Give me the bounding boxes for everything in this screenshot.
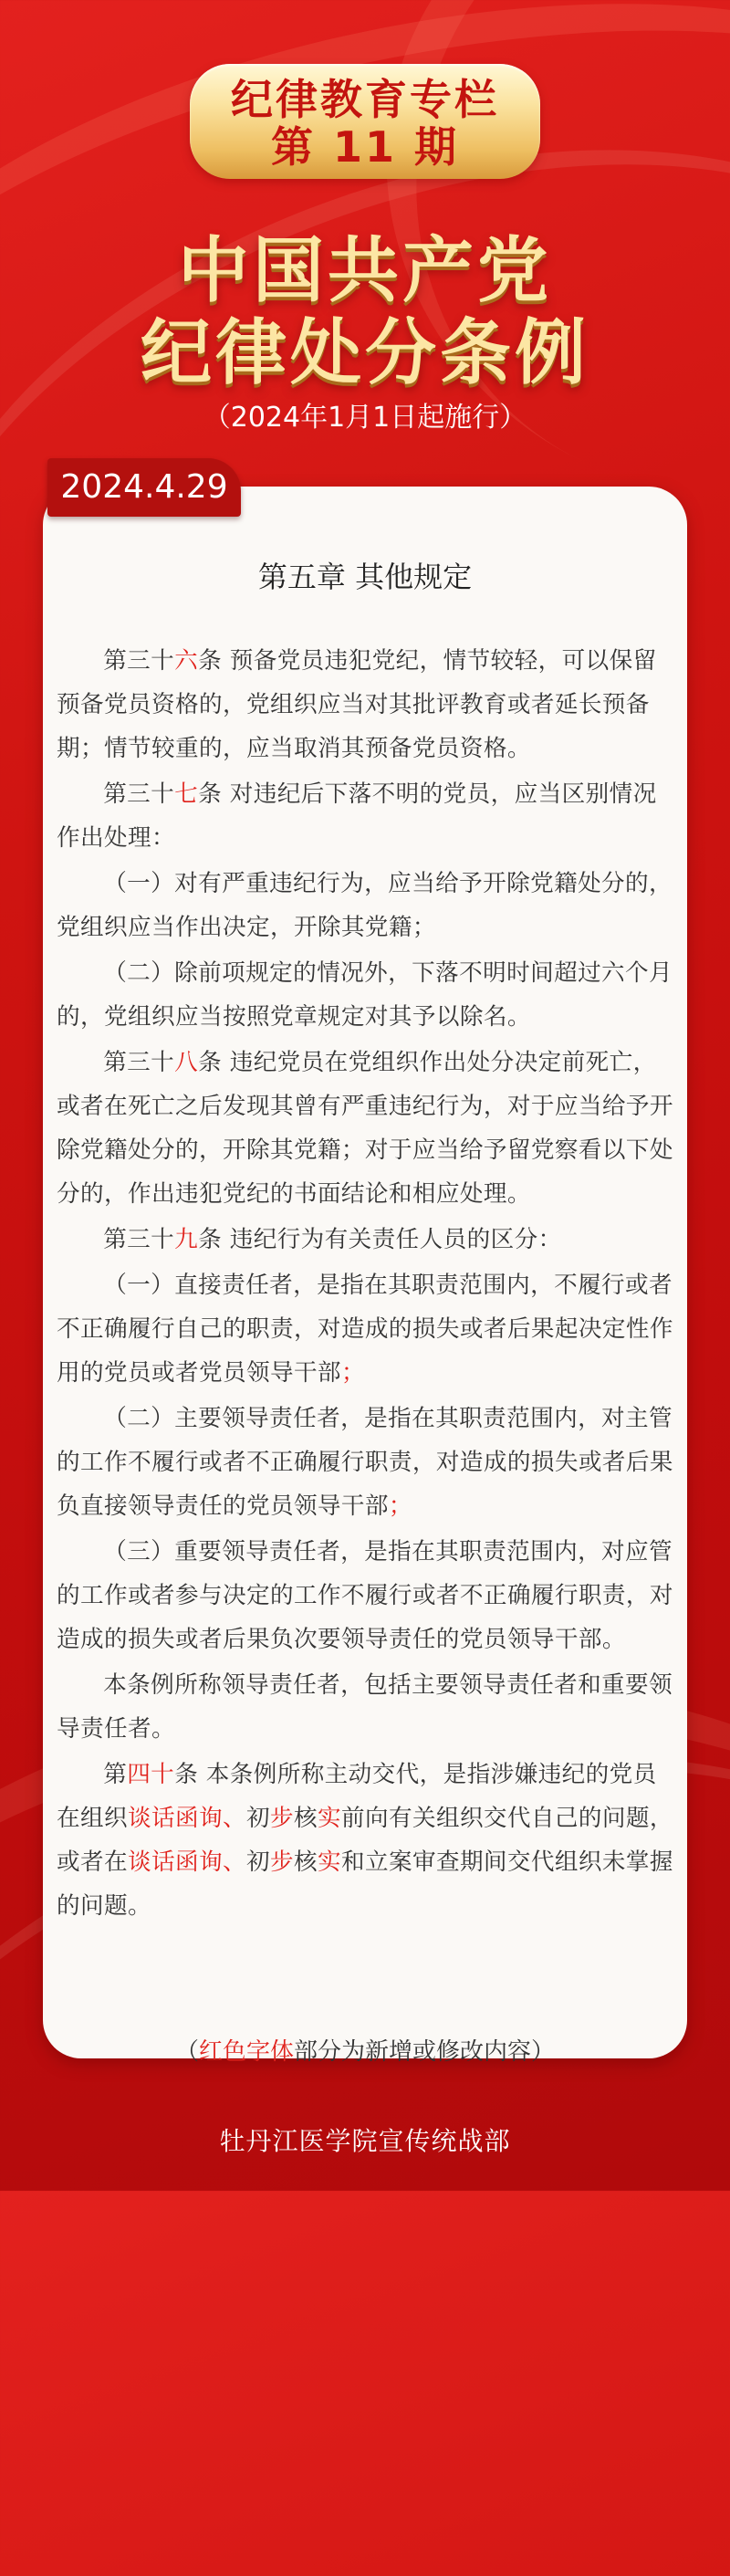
badge-column-name: 纪律教育专栏	[231, 75, 499, 124]
date-tab	[47, 458, 241, 517]
badge-issue-number: 第 11 期	[270, 122, 460, 172]
footer-department: 牡丹江医学院宣传统战部	[219, 2126, 511, 2156]
effective-date-subtitle: （2024年1月1日起施行）	[203, 402, 527, 434]
main-title-line2: 纪律处分条例	[140, 312, 589, 394]
revised-text: 实	[317, 1805, 341, 1832]
main-title-line1: 中国共产党	[177, 230, 552, 312]
revised-text: 八	[174, 1049, 199, 1076]
article-39-item-3: （三）重要领导责任者，是指在其职责范围内，对应管的工作或者参与决定的工作不履行或者不正确履行职责，对造成的损失或者后果负次要领导责任的党员领导干部。	[57, 1538, 673, 1653]
revised-text: 六	[174, 647, 199, 675]
revision-note-highlight: 红色字体	[198, 2038, 294, 2066]
article-36: 第三十六条 预备党员违犯党纪，情节较轻，可以保留预备党员资格的，党组织应当对其批评教育或者延长预备期；情节较重的，应当取消其预备党员资格。	[57, 647, 657, 762]
revised-text: 步	[269, 1848, 294, 1876]
revised-text: 七	[174, 780, 199, 808]
article-37: 第三十七条 对违纪后下落不明的党员，应当区别情况作出处理：	[57, 780, 657, 852]
revised-text: ；	[388, 1492, 412, 1520]
article-37-item-1: （一）对有严重违纪行为，应当给予开除党籍处分的，党组织应当作出决定，开除其党籍；	[57, 870, 673, 941]
article-37-item-2: （二）除前项规定的情况外，下落不明时间超过六个月的，党组织应当按照党章规定对其予以除名。	[57, 959, 673, 1031]
article-39-item-1: （一）直接责任者，是指在其职责范围内，不履行或者不正确履行自己的职责，对造成的损失或者后果起决定性作用的党员或者党员领导干部；	[57, 1272, 673, 1387]
chapter-heading: 第五章 其他规定	[257, 560, 473, 594]
publish-date: 2024.4.29	[60, 468, 228, 506]
revision-note: （红色字体部分为新增或修改内容）	[174, 2038, 556, 2066]
article-body	[57, 639, 673, 1930]
revised-text: 四十	[127, 1761, 175, 1788]
article-40: 第四十条 本条例所称主动交代，是指涉嫌违纪的党员在组织谈话函询、初步核实前向有关组织交代自己的问题，或者在谈话函询、初步核实和立案审查期间交代组织未掌握的问题。	[57, 1761, 673, 1920]
article-39: 第三十九条 违纪行为有关责任人员的区分：	[103, 1226, 562, 1253]
revised-text: 谈话函询、	[127, 1848, 246, 1876]
revised-text: 九	[174, 1226, 199, 1253]
column-badge	[190, 64, 540, 179]
revised-text: 实	[317, 1848, 341, 1876]
revised-text: 步	[269, 1805, 294, 1832]
revised-text: ；	[340, 1359, 365, 1387]
article-39-item-2: （二）主要领导责任者，是指在其职责范围内，对主管的工作不履行或者不正确履行职责，对造成的损失或者后果负直接领导责任的党员领导干部；	[57, 1405, 673, 1520]
article-38: 第三十八条 违纪党员在党组织作出处分决定前死亡，或者在死亡之后发现其曾有严重违纪行为，对于应当给予开除党籍处分的，开除其党籍；对于应当给予留党察看以下处分的，作出违犯党纪的书面结论和相应处理。	[57, 1049, 673, 1208]
article-39-item-4: 本条例所称领导责任者，包括主要领导责任者和重要领导责任者。	[57, 1671, 673, 1743]
revised-text: 谈话函询、	[127, 1805, 246, 1832]
